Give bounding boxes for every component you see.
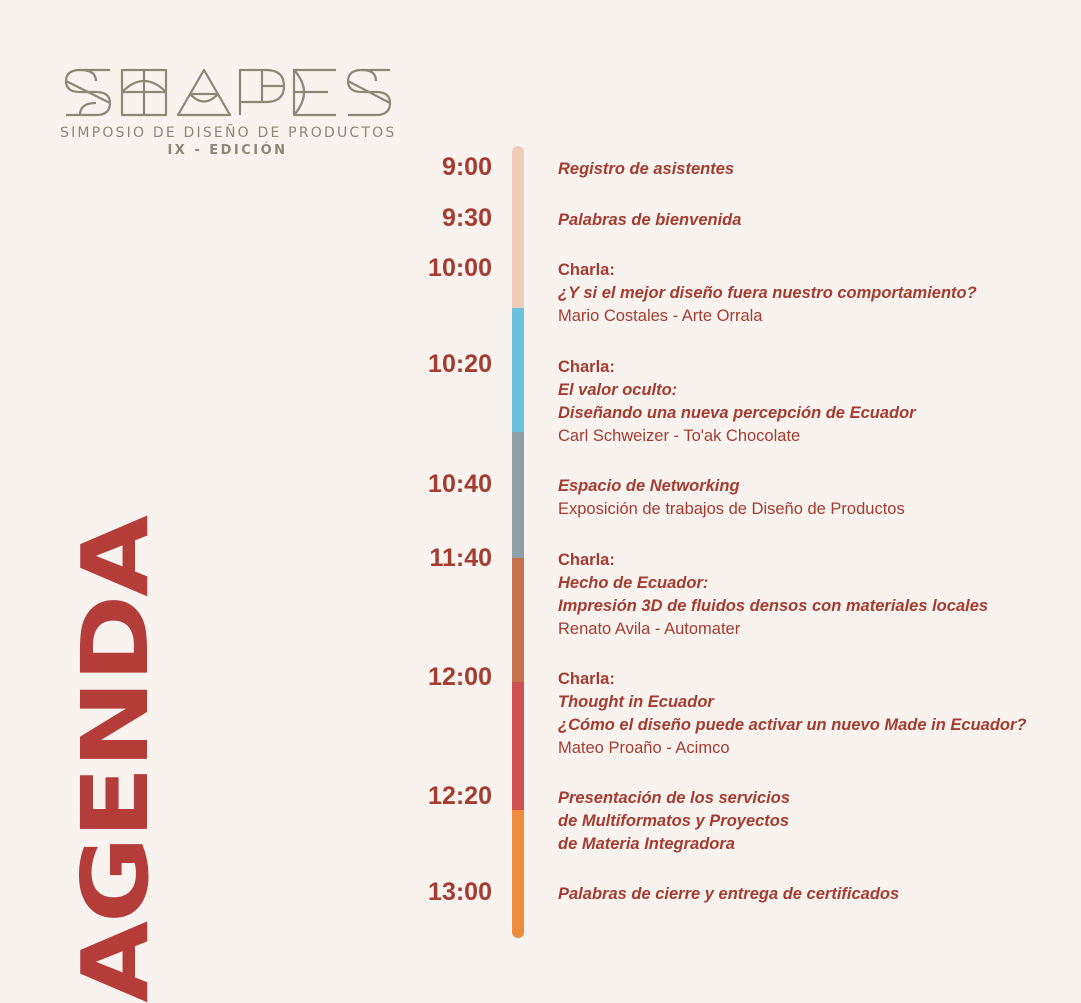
event-title: ¿Y si el mejor diseño fuera nuestro comportamiento? bbox=[558, 284, 977, 302]
logo-subtitle: SIMPOSIO DE DISEÑO DE PRODUCTOS bbox=[60, 125, 397, 141]
schedule-event bbox=[558, 668, 1058, 760]
event-speaker: Mario Costales - Arte Orrala bbox=[558, 307, 763, 325]
event-speaker: Carl Schweizer - To'ak Chocolate bbox=[558, 427, 801, 445]
event-title: Thought in Ecuador bbox=[558, 693, 714, 711]
schedule-time: 12:00 bbox=[428, 663, 492, 691]
event-speaker: Exposición de trabajos de Diseño de Productos bbox=[558, 500, 905, 518]
schedule-event bbox=[558, 549, 1058, 641]
event-title: Diseñando una nueva percepción de Ecuador bbox=[558, 404, 916, 422]
event-title: Presentación de los servicios bbox=[558, 789, 791, 807]
timeline-segment bbox=[512, 146, 524, 308]
timeline-segment bbox=[512, 558, 524, 682]
schedule-event bbox=[558, 883, 1058, 906]
event-title: de Materia Integradora bbox=[558, 835, 735, 853]
schedule-time: 10:40 bbox=[428, 470, 492, 498]
schedule-event bbox=[558, 475, 1058, 521]
timeline-bar bbox=[512, 146, 524, 938]
schedule-event bbox=[558, 158, 1058, 181]
event-speaker: Mateo Proaño - Acimco bbox=[558, 739, 730, 757]
event-label: Charla: bbox=[558, 670, 615, 688]
schedule-time: 10:00 bbox=[428, 254, 492, 282]
schedule-event bbox=[558, 209, 1058, 232]
event-title: Palabras de cierre y entrega de certificados bbox=[558, 885, 900, 903]
timeline-segment bbox=[512, 682, 524, 810]
event-title: Impresión 3D de fluidos densos con materiales locales bbox=[558, 597, 989, 615]
event-label: Charla: bbox=[558, 551, 615, 569]
schedule-time: 13:00 bbox=[428, 878, 492, 906]
event-label: Charla: bbox=[558, 261, 615, 279]
timeline-segment bbox=[512, 308, 524, 432]
shapes-wordmark-logo bbox=[60, 64, 395, 122]
event-title: Registro de asistentes bbox=[558, 160, 735, 178]
logo-edition: IX - EDICIÓN bbox=[167, 143, 288, 158]
event-title: Hecho de Ecuador: bbox=[558, 574, 709, 592]
event-title: Palabras de bienvenida bbox=[558, 211, 742, 229]
timeline-segment bbox=[512, 810, 524, 938]
schedule-time: 12:20 bbox=[428, 782, 492, 810]
timeline-segment bbox=[512, 432, 524, 558]
schedule-event bbox=[558, 259, 1058, 328]
event-speaker: Renato Avila - Automater bbox=[558, 620, 741, 638]
event-title: Espacio de Networking bbox=[558, 477, 740, 495]
event-title: ¿Cómo el diseño puede activar un nuevo Made in Ecuador? bbox=[558, 716, 1027, 734]
schedule-time: 9:00 bbox=[441, 153, 492, 181]
schedule-time: 10:20 bbox=[428, 350, 492, 378]
event-logo bbox=[60, 64, 395, 158]
schedule-time: 9:30 bbox=[441, 204, 492, 232]
event-title: de Multiformatos y Proyectos bbox=[558, 812, 790, 830]
event-label: Charla: bbox=[558, 358, 615, 376]
schedule-event bbox=[558, 356, 1058, 448]
schedule-event bbox=[558, 787, 1058, 856]
agenda-heading: AGENDA bbox=[62, 517, 169, 1003]
event-title: El valor oculto: bbox=[558, 381, 678, 399]
schedule-time: 11:40 bbox=[429, 544, 492, 572]
